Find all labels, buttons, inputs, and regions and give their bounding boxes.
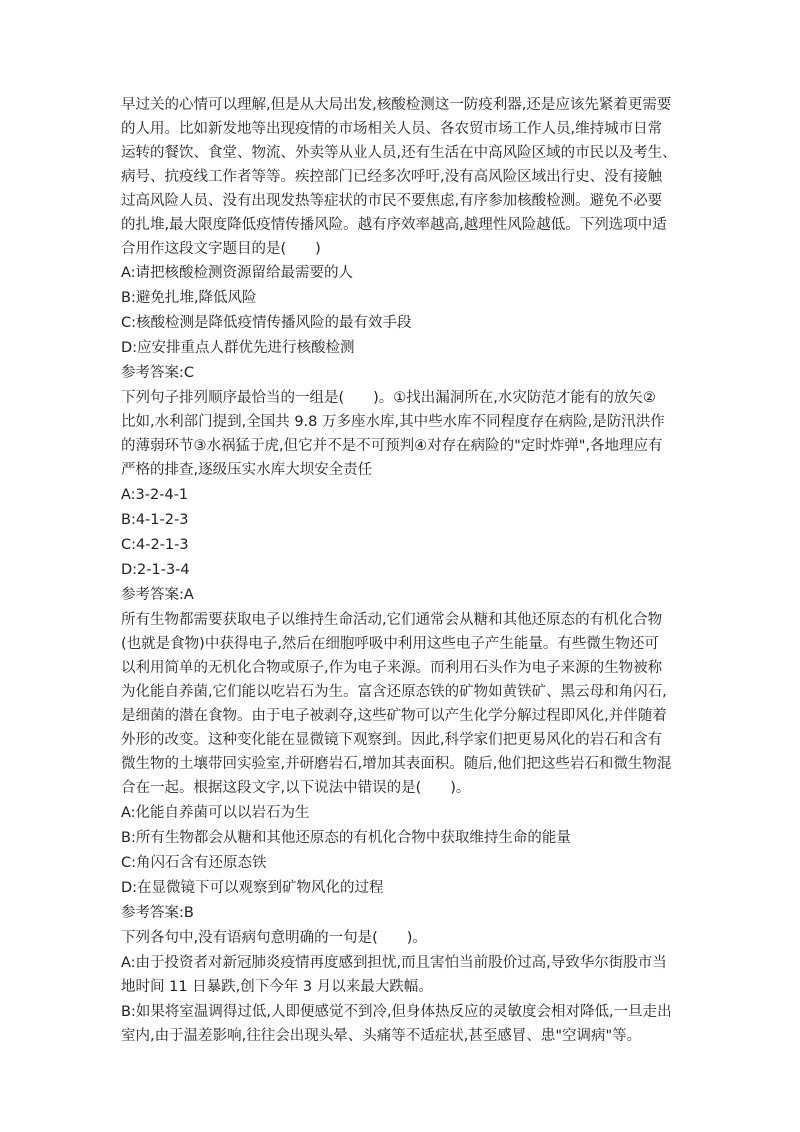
text-line: 早过关的心情可以理解,但是从大局出发,核酸检测这一防疫利器,还是应该先紧着更需要	[121, 97, 672, 113]
reference-answer: 参考答案:A	[121, 587, 194, 603]
answer-option: D:应安排重点人群优先进行核酸检测	[121, 340, 355, 356]
answer-option: A:请把核酸检测资源留给最需要的人	[121, 265, 354, 281]
answer-option: C:4-2-1-3	[121, 537, 189, 553]
answer-option: B:避免扎堆,降低风险	[121, 290, 257, 306]
text-line: 的扎堆,最大限度降低疫情传播风险。越有序效率越高,越理性风险越低。下列选项中适	[121, 217, 667, 233]
text-line: 微生物的土壤带回实验室,并研磨岩石,增加其表面积。随后,他们把这些岩石和微生物混	[121, 756, 672, 772]
text-line: 是细菌的潜在食物。由于电子被剥夺,这些矿物可以产生化学分解过程即风化,并伴随着	[121, 708, 667, 724]
text-line: 比如,水利部门提到,全国共 9.8 万多座水库,其中些水库不同程度存在病险,是防汛洪作	[121, 414, 665, 430]
text-line: 室内,由于温差影响,往往会出现头晕、头痛等不适症状,甚至感冒、患"空调病"等。	[121, 1028, 642, 1044]
text-line: (也就是食物)中获得电子,然后在细胞呼吸中利用这些电子产生能量。有些微生物还可	[121, 636, 659, 652]
answer-option: A:3-2-4-1	[121, 487, 189, 503]
reference-answer: 参考答案:C	[121, 365, 195, 381]
answer-option: D:在显微镜下可以观察到矿物风化的过程	[121, 880, 384, 896]
answer-option: A:化能自养菌可以以岩石为生	[121, 805, 310, 821]
answer-option: C:核酸检测是降低疫情传播风险的最有效手段	[121, 315, 412, 331]
text-line: 地时间 11 日暴跌,创下今年 3 月以来最大跌幅。	[121, 979, 433, 995]
text-line: 的薄弱环节③水祸猛于虎,但它并不是不可预判④对存在病险的"定时炸弹",各地理应有	[121, 438, 663, 454]
answer-option: B:如果将室温调得过低,人即便感觉不到冷,但身体热反应的灵敏度会相对降低,一旦走出	[121, 1004, 672, 1020]
text-line: 所有生物都需要获取电子以维持生命活动,它们通常会从糖和其他还原态的有机化合物	[121, 612, 663, 628]
text-line: 为化能自养菌,它们能以吃岩石为生。富含还原态铁的矿物如黄铁矿、黑云母和角闪石,	[121, 684, 667, 700]
answer-option: B:所有生物都会从糖和其他还原态的有机化合物中获取维持生命的能量	[121, 830, 571, 846]
text-line: 病号、抗疫线工作者等等。疾控部门已经多次呼吁,没有高风险区域出行史、没有接触	[121, 169, 663, 185]
answer-option: C:角闪石含有还原态铁	[121, 855, 267, 871]
answer-option: D:2-1-3-4	[121, 562, 190, 578]
reference-answer: 参考答案:B	[121, 905, 194, 921]
text-line: 下列句子排列顺序最恰当的一组是( )。①找出漏洞所在,水灾防范才能有的放矢②	[121, 390, 656, 406]
text-line: 合在一起。根据这段文字,以下说法中错误的是( )。	[121, 780, 471, 796]
answer-option: B:4-1-2-3	[121, 512, 189, 528]
text-line: 外形的改变。这种变化能在显微镜下观察到。因此,科学家们把更易风化的岩石和含有	[121, 732, 663, 748]
text-line: 的人用。比如新发地等出现疫情的市场相关人员、各农贸市场工作人员,维持城市日常	[121, 121, 663, 137]
text-line: 合用作这段文字题目的是( )	[121, 241, 321, 257]
answer-option: A:由于投资者对新冠肺炎疫情再度感到担忧,而且害怕当前股价过高,导致华尔街股市当	[121, 955, 667, 971]
text-line: 以利用简单的无机化合物或原子,作为电子来源。而利用石头作为电子来源的生物被称	[121, 660, 663, 676]
text-line: 下列各句中,没有语病句意明确的一句是( )。	[121, 930, 427, 946]
text-line: 严格的排查,逐级压实水库大坝安全责任	[121, 462, 373, 478]
text-line: 运转的餐饮、食堂、物流、外卖等从业人员,还有生活在中高风险区域的市民以及考生、	[121, 145, 677, 161]
text-line: 过高风险人员、没有出现发热等症状的市民不要焦虑,有序参加核酸检测。避免不必要	[121, 193, 663, 209]
